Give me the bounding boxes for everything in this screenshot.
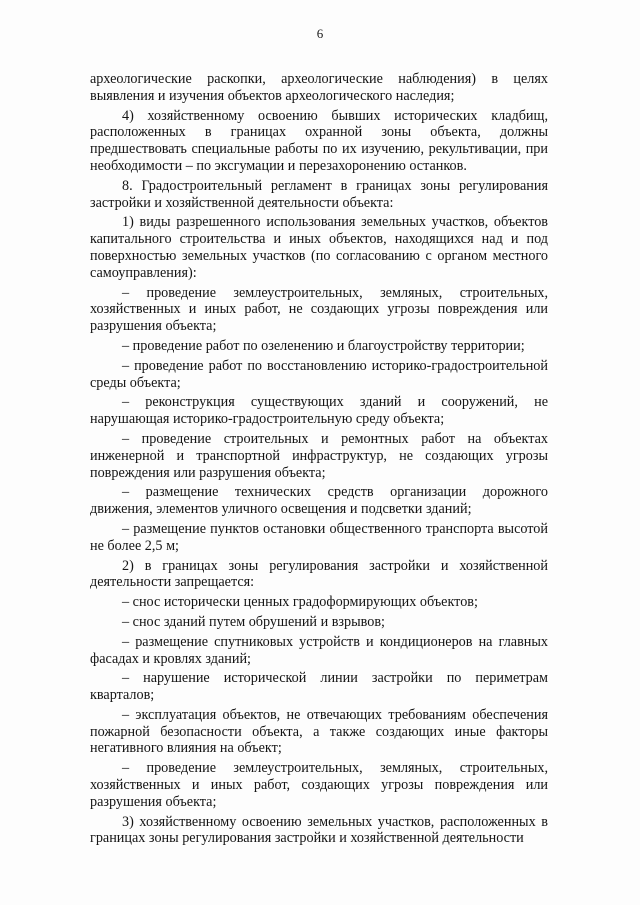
- list-item: – эксплуатация объектов, не отвечающих требованиям обеспечения пожарной безопасности объекта, а также создающих иные факторы негативного влияния на объект;: [90, 706, 548, 757]
- list-item: – размещение технических средств организации дорожного движения, элементов уличного освещения и подсветки зданий;: [90, 484, 548, 518]
- page-number: 6: [316, 26, 324, 41]
- paragraph: 4) хозяйственному освоению бывших исторических кладбищ, расположенных в границах охранной зоны объекта, должны предшествовать специальные работы по их изучению, рекультивации, при необходимости – по эксгумации и перезахоронению останков.: [90, 107, 548, 174]
- list-item: – проведение работ по озеленению и благоустройству территории;: [122, 337, 525, 354]
- paragraph: 8. Градостроительный регламент в границах зоны регулирования застройки и хозяйственной деятельности объекта:: [90, 177, 548, 211]
- list-item: – проведение работ по восстановлению историко-градостроительной среды объекта;: [90, 357, 548, 391]
- document-body: [90, 71, 548, 850]
- list-item: – нарушение исторической линии застройки по периметрам кварталов;: [90, 670, 548, 704]
- paragraph: 3) хозяйственному освоению земельных участков, расположенных в границах зоны регулирования застройки и хозяйственной деятельности: [90, 813, 548, 847]
- paragraph: 1) виды разрешенного использования земельных участков, объектов капитального строительства и иных объектов, находящихся над и под поверхностью земельных участков (по согласованию с органом местного самоуправления):: [90, 214, 548, 281]
- list-item: – проведение строительных и ремонтных работ на объектах инженерной и транспортной инфраструктур, не создающих угрозы повреждения или разрушения объекта;: [90, 430, 548, 481]
- list-item: – размещение пунктов остановки общественного транспорта высотой не более 2,5 м;: [90, 520, 548, 554]
- paragraph: археологические раскопки, археологические наблюдения) в целях выявления и изучения объектов археологического наследия;: [90, 71, 548, 104]
- list-item: – снос исторически ценных градоформирующих объектов;: [122, 594, 478, 611]
- list-item: – снос зданий путем обрушений и взрывов;: [122, 613, 385, 630]
- list-item: – размещение спутниковых устройств и кондиционеров на главных фасадах и кровлях зданий;: [90, 633, 548, 667]
- list-item: – проведение землеустроительных, земляных, строительных, хозяйственных и иных работ, создающих угрозы повреждения или разрушения объекта;: [90, 760, 548, 810]
- paragraph: 2) в границах зоны регулирования застройки и хозяйственной деятельности запрещается:: [90, 557, 548, 591]
- list-item: – проведение землеустроительных, земляных, строительных, хозяйственных и иных работ, не создающих угрозы повреждения или разрушения объекта;: [90, 284, 548, 335]
- list-item: – реконструкция существующих зданий и сооружений, не нарушающая историко-градостроительную среду объекта;: [90, 394, 548, 428]
